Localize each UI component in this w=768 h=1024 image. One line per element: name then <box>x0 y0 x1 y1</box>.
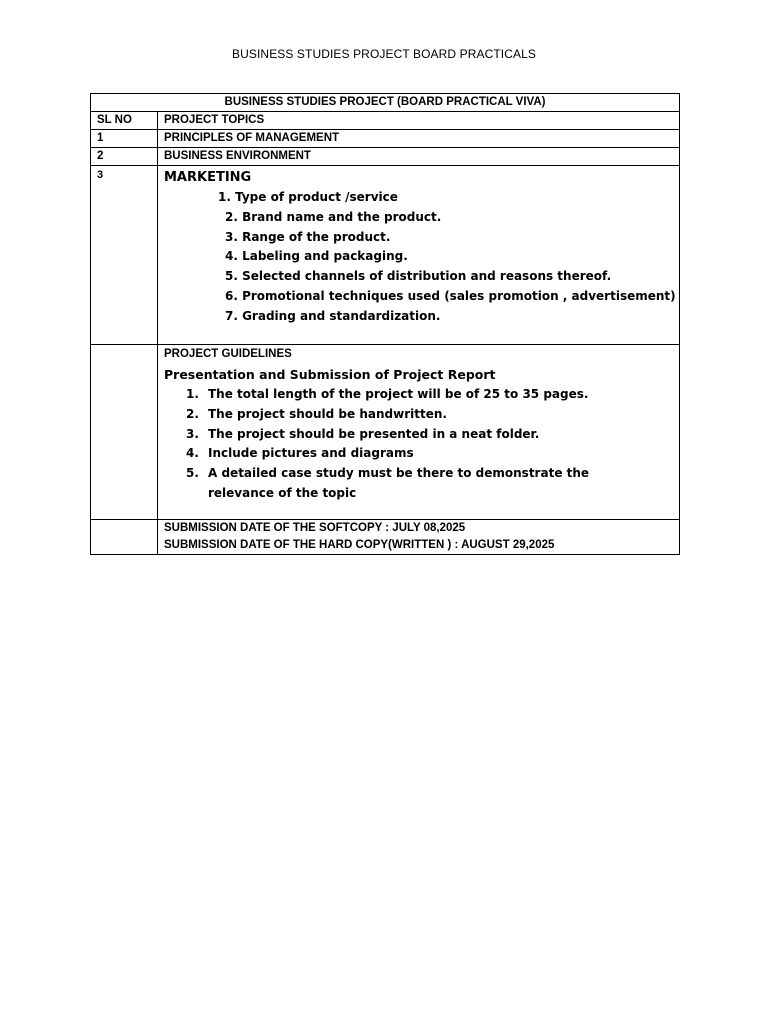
list-item <box>186 385 673 405</box>
list-text: The project should be presented in a neat folder. <box>208 426 540 441</box>
topic-cell: PRINCIPLES OF MANAGEMENT <box>158 130 680 148</box>
list-item <box>186 464 673 504</box>
list-item <box>186 405 673 425</box>
dates-cell <box>158 520 680 555</box>
marketing-list <box>164 188 676 327</box>
guidelines-label: PROJECT GUIDELINES <box>164 348 292 360</box>
list-number: 2. <box>186 406 199 421</box>
list-item: 2. Brand name and the product. <box>225 209 442 224</box>
list-number: 4. <box>186 446 199 461</box>
marketing-cell <box>158 166 680 345</box>
page-header: BUSINESS STUDIES PROJECT BOARD PRACTICALS <box>232 47 536 61</box>
sl-no-cell: 1 <box>91 130 158 148</box>
list-text: The project should be handwritten. <box>208 406 447 421</box>
empty-sl-cell <box>91 345 158 520</box>
guidelines-cell <box>158 345 680 520</box>
softcopy-date: SUBMISSION DATE OF THE SOFTCOPY : JULY 08,2025 <box>164 522 466 534</box>
list-text: The total length of the project will be of 25 to 35 pages. <box>208 387 589 401</box>
project-table <box>90 93 680 555</box>
list-number: 5. <box>186 466 199 481</box>
hardcopy-date: SUBMISSION DATE OF THE HARD COPY(WRITTEN ) : AUGUST 29,2025 <box>164 539 555 551</box>
list-item: 4. Labeling and packaging. <box>225 249 408 264</box>
topic-cell: BUSINESS ENVIRONMENT <box>158 148 680 166</box>
table-row <box>91 130 680 148</box>
table-row <box>91 345 680 520</box>
list-item <box>186 444 673 464</box>
list-item: 1. Type of product /service <box>218 190 398 204</box>
guidelines-list <box>164 385 673 504</box>
table-row <box>91 148 680 166</box>
list-text: Include pictures and diagrams <box>208 446 414 461</box>
table-header-row <box>91 112 680 130</box>
table-row <box>91 520 680 555</box>
list-item: 6. Promotional techniques used (sales promotion , advertisement) <box>225 288 676 303</box>
table-title-row <box>91 94 680 112</box>
empty-sl-cell <box>91 520 158 555</box>
sl-no-header: SL NO <box>91 112 158 130</box>
list-text-continuation: relevance of the topic <box>208 485 357 500</box>
list-item: 3. Range of the product. <box>225 229 391 244</box>
sl-no-cell: 2 <box>91 148 158 166</box>
table-row <box>91 166 680 345</box>
list-number: 3. <box>186 426 199 441</box>
list-item: 7. Grading and standardization. <box>225 308 441 323</box>
list-item: 5. Selected channels of distribution and reasons thereof. <box>225 269 612 284</box>
table-title: BUSINESS STUDIES PROJECT (BOARD PRACTICAL VIVA) <box>91 94 680 112</box>
list-item <box>186 425 673 445</box>
sl-no-cell: 3 <box>91 166 158 345</box>
project-topics-header: PROJECT TOPICS <box>158 112 680 130</box>
guidelines-subtitle: Presentation and Submission of Project Report <box>164 367 496 382</box>
list-text: A detailed case study must be there to demonstrate the <box>208 466 590 481</box>
list-number: 1. <box>186 387 199 401</box>
marketing-heading: MARKETING <box>164 170 252 185</box>
